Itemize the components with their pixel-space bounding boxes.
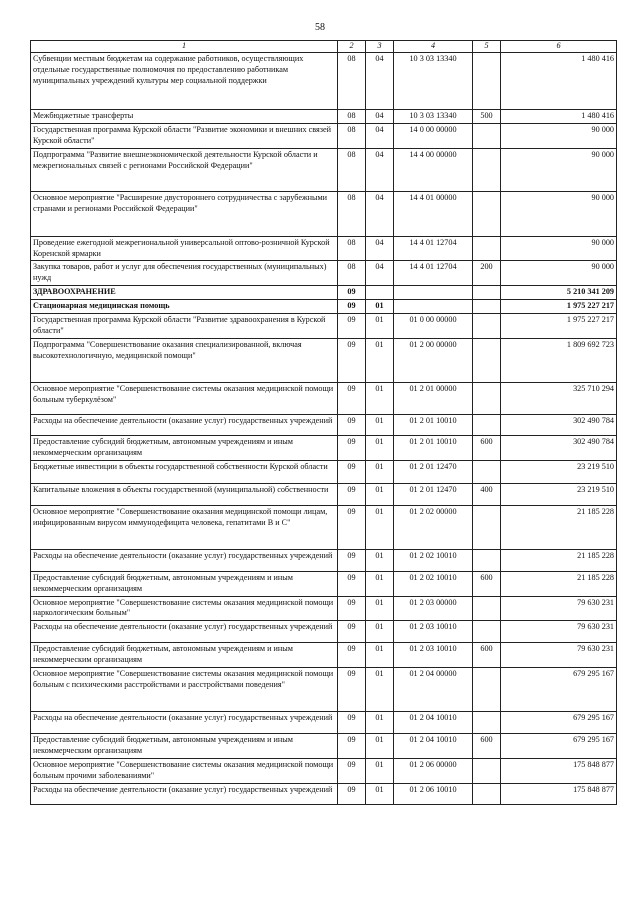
table-row bbox=[31, 505, 617, 549]
cell-subsection: 04 bbox=[366, 191, 394, 236]
cell-subsection: 01 bbox=[366, 414, 394, 435]
cell-expense-type: 600 bbox=[473, 571, 501, 596]
table-row bbox=[31, 261, 617, 286]
cell-section: 09 bbox=[338, 435, 366, 460]
header-cell-name: 1 bbox=[31, 41, 338, 53]
cell-amount: 175 848 877 bbox=[501, 758, 617, 783]
cell-subsection: 04 bbox=[366, 261, 394, 286]
cell-target-article: 01 2 03 10010 bbox=[394, 621, 473, 643]
cell-name: Основное мероприятие "Совершенствование системы оказания медицинской помощи больным прочими заболеваниями" bbox=[31, 758, 338, 783]
cell-section: 09 bbox=[338, 668, 366, 712]
cell-subsection: 04 bbox=[366, 109, 394, 123]
cell-amount: 21 185 228 bbox=[501, 505, 617, 549]
cell-section: 09 bbox=[338, 300, 366, 314]
cell-section: 09 bbox=[338, 596, 366, 621]
cell-amount: 90 000 bbox=[501, 236, 617, 261]
cell-section: 09 bbox=[338, 712, 366, 734]
cell-expense-type bbox=[473, 123, 501, 148]
cell-section: 09 bbox=[338, 460, 366, 483]
cell-expense-type bbox=[473, 549, 501, 571]
cell-target-article bbox=[394, 300, 473, 314]
header-cell-amount: 6 bbox=[501, 41, 617, 53]
cell-expense-type bbox=[473, 414, 501, 435]
cell-subsection: 01 bbox=[366, 338, 394, 382]
cell-target-article: 14 4 01 12704 bbox=[394, 261, 473, 286]
cell-target-article: 01 0 00 00000 bbox=[394, 314, 473, 339]
cell-expense-type bbox=[473, 314, 501, 339]
cell-name: Основное мероприятие "Совершенствование оказания медицинской помощи лицам, инфицированным вирусом иммунодефицита человека, гепатитами В и С" bbox=[31, 505, 338, 549]
cell-expense-type bbox=[473, 236, 501, 261]
cell-section: 09 bbox=[338, 621, 366, 643]
cell-subsection: 01 bbox=[366, 571, 394, 596]
cell-section: 09 bbox=[338, 783, 366, 804]
cell-target-article: 14 0 00 00000 bbox=[394, 123, 473, 148]
cell-target-article: 01 2 04 10010 bbox=[394, 734, 473, 759]
cell-subsection: 01 bbox=[366, 300, 394, 314]
cell-subsection: 04 bbox=[366, 148, 394, 191]
cell-subsection: 01 bbox=[366, 596, 394, 621]
page-number: 58 bbox=[315, 22, 325, 33]
cell-name: Подпрограмма "Совершенствование оказания специализированной, включая высокотехнологичную, медицинской помощи" bbox=[31, 338, 338, 382]
cell-expense-type bbox=[473, 338, 501, 382]
cell-expense-type bbox=[473, 668, 501, 712]
cell-amount: 21 185 228 bbox=[501, 549, 617, 571]
cell-amount: 23 219 510 bbox=[501, 483, 617, 505]
cell-target-article: 10 3 03 13340 bbox=[394, 109, 473, 123]
table-row bbox=[31, 549, 617, 571]
cell-name: Закупка товаров, работ и услуг для обеспечения государственных (муниципальных) нужд bbox=[31, 261, 338, 286]
header-cell-target-article: 4 bbox=[394, 41, 473, 53]
cell-subsection bbox=[366, 286, 394, 300]
cell-amount: 679 295 167 bbox=[501, 734, 617, 759]
cell-target-article: 01 2 02 00000 bbox=[394, 505, 473, 549]
cell-expense-type bbox=[473, 596, 501, 621]
cell-expense-type bbox=[473, 382, 501, 414]
table-row bbox=[31, 734, 617, 759]
cell-target-article: 01 2 01 10010 bbox=[394, 414, 473, 435]
cell-name: Государственная программа Курской области "Развитие экономики и внешних связей Курской области" bbox=[31, 123, 338, 148]
cell-section: 09 bbox=[338, 414, 366, 435]
cell-expense-type bbox=[473, 52, 501, 109]
cell-subsection: 01 bbox=[366, 783, 394, 804]
cell-subsection: 01 bbox=[366, 668, 394, 712]
cell-section: 08 bbox=[338, 148, 366, 191]
cell-amount: 23 219 510 bbox=[501, 460, 617, 483]
cell-section: 09 bbox=[338, 483, 366, 505]
cell-name: Расходы на обеспечение деятельности (оказание услуг) государственных учреждений bbox=[31, 549, 338, 571]
cell-target-article: 01 2 00 00000 bbox=[394, 338, 473, 382]
table-row bbox=[31, 414, 617, 435]
cell-target-article bbox=[394, 286, 473, 300]
cell-expense-type: 400 bbox=[473, 483, 501, 505]
table-row bbox=[31, 712, 617, 734]
cell-target-article: 14 4 01 00000 bbox=[394, 191, 473, 236]
cell-amount: 90 000 bbox=[501, 261, 617, 286]
cell-subsection: 01 bbox=[366, 734, 394, 759]
cell-subsection: 04 bbox=[366, 52, 394, 109]
cell-section: 09 bbox=[338, 382, 366, 414]
table-row bbox=[31, 668, 617, 712]
cell-amount: 1 809 692 723 bbox=[501, 338, 617, 382]
table-row bbox=[31, 483, 617, 505]
cell-amount: 21 185 228 bbox=[501, 571, 617, 596]
table-row bbox=[31, 314, 617, 339]
table-row bbox=[31, 286, 617, 300]
cell-name: Межбюджетные трансферты bbox=[31, 109, 338, 123]
cell-section: 09 bbox=[338, 314, 366, 339]
cell-target-article: 01 2 04 10010 bbox=[394, 712, 473, 734]
cell-name: Стационарная медицинская помощь bbox=[31, 300, 338, 314]
cell-amount: 325 710 294 bbox=[501, 382, 617, 414]
cell-name: Предоставление субсидий бюджетным, автономным учреждениям и иным некоммерческим организациям bbox=[31, 571, 338, 596]
cell-expense-type: 200 bbox=[473, 261, 501, 286]
cell-amount: 1 975 227 217 bbox=[501, 314, 617, 339]
cell-name: Предоставление субсидий бюджетным, автономным учреждениям и иным некоммерческим организациям bbox=[31, 435, 338, 460]
cell-subsection: 01 bbox=[366, 643, 394, 668]
cell-section: 09 bbox=[338, 505, 366, 549]
cell-section: 08 bbox=[338, 236, 366, 261]
table-header-row bbox=[31, 41, 617, 53]
cell-section: 09 bbox=[338, 643, 366, 668]
cell-target-article: 10 3 03 13340 bbox=[394, 52, 473, 109]
cell-amount: 1 480 416 bbox=[501, 52, 617, 109]
cell-subsection: 04 bbox=[366, 123, 394, 148]
cell-subsection: 04 bbox=[366, 236, 394, 261]
table-row bbox=[31, 460, 617, 483]
table-row bbox=[31, 300, 617, 314]
cell-expense-type bbox=[473, 300, 501, 314]
cell-expense-type: 600 bbox=[473, 734, 501, 759]
cell-subsection: 01 bbox=[366, 505, 394, 549]
cell-section: 08 bbox=[338, 191, 366, 236]
cell-target-article: 01 2 02 10010 bbox=[394, 571, 473, 596]
header-cell-subsection: 3 bbox=[366, 41, 394, 53]
cell-subsection: 01 bbox=[366, 621, 394, 643]
cell-expense-type bbox=[473, 621, 501, 643]
cell-section: 08 bbox=[338, 261, 366, 286]
table-row bbox=[31, 191, 617, 236]
cell-amount: 175 848 877 bbox=[501, 783, 617, 804]
cell-target-article: 14 4 00 00000 bbox=[394, 148, 473, 191]
cell-name: Предоставление субсидий бюджетным, автономным учреждениям и иным некоммерческим организациям bbox=[31, 643, 338, 668]
cell-subsection: 01 bbox=[366, 549, 394, 571]
cell-target-article: 14 4 01 12704 bbox=[394, 236, 473, 261]
cell-target-article: 01 2 01 12470 bbox=[394, 483, 473, 505]
cell-section: 09 bbox=[338, 338, 366, 382]
cell-amount: 679 295 167 bbox=[501, 668, 617, 712]
cell-amount: 90 000 bbox=[501, 191, 617, 236]
cell-subsection: 01 bbox=[366, 382, 394, 414]
cell-name: Расходы на обеспечение деятельности (оказание услуг) государственных учреждений bbox=[31, 783, 338, 804]
table-row bbox=[31, 596, 617, 621]
cell-section: 09 bbox=[338, 571, 366, 596]
cell-name: Бюджетные инвестиции в объекты государственной собственности Курской области bbox=[31, 460, 338, 483]
cell-amount: 90 000 bbox=[501, 123, 617, 148]
cell-target-article: 01 2 06 10010 bbox=[394, 783, 473, 804]
cell-name: Основное мероприятие "Расширение двустороннего сотрудничества с зарубежными странами и регионами Российской Федерации" bbox=[31, 191, 338, 236]
header-cell-expense-type: 5 bbox=[473, 41, 501, 53]
table-row bbox=[31, 109, 617, 123]
cell-amount: 302 490 784 bbox=[501, 414, 617, 435]
cell-name: Государственная программа Курской области "Развитие здравоохранения в Курской области" bbox=[31, 314, 338, 339]
cell-name: Основное мероприятие "Совершенствование системы оказания медицинской помощи наркологическим больным" bbox=[31, 596, 338, 621]
budget-table bbox=[30, 40, 617, 805]
cell-amount: 79 630 231 bbox=[501, 643, 617, 668]
cell-target-article: 01 2 03 00000 bbox=[394, 596, 473, 621]
cell-amount: 1 975 227 217 bbox=[501, 300, 617, 314]
header-cell-section: 2 bbox=[338, 41, 366, 53]
cell-name: Основное мероприятие "Совершенствование системы оказания медицинской помощи больным с психическими расстройствами и расстройствами поведения" bbox=[31, 668, 338, 712]
cell-name: Субвенции местным бюджетам на содержание работников, осуществляющих отдельные государственные полномочия по предоставлению работникам муниципальных учреждений культуры мер социальной поддержки bbox=[31, 52, 338, 109]
cell-amount: 79 630 231 bbox=[501, 596, 617, 621]
table-row bbox=[31, 783, 617, 804]
cell-expense-type bbox=[473, 286, 501, 300]
table-row bbox=[31, 338, 617, 382]
table-row bbox=[31, 435, 617, 460]
cell-subsection: 01 bbox=[366, 712, 394, 734]
cell-name: Подпрограмма "Развитие внешнеэкономической деятельности Курской области и межрегиональных связей с регионами Российской Федерации" bbox=[31, 148, 338, 191]
table-row bbox=[31, 643, 617, 668]
cell-expense-type bbox=[473, 783, 501, 804]
cell-target-article: 01 2 03 10010 bbox=[394, 643, 473, 668]
cell-target-article: 01 2 01 00000 bbox=[394, 382, 473, 414]
cell-expense-type bbox=[473, 712, 501, 734]
cell-subsection: 01 bbox=[366, 483, 394, 505]
cell-expense-type bbox=[473, 191, 501, 236]
cell-name: Капитальные вложения в объекты государственной (муниципальной) собственности bbox=[31, 483, 338, 505]
table-row bbox=[31, 758, 617, 783]
table-row bbox=[31, 236, 617, 261]
table-row bbox=[31, 148, 617, 191]
cell-subsection: 01 bbox=[366, 460, 394, 483]
cell-amount: 5 210 341 209 bbox=[501, 286, 617, 300]
table-row bbox=[31, 382, 617, 414]
cell-name: Предоставление субсидий бюджетным, автономным учреждениям и иным некоммерческим организациям bbox=[31, 734, 338, 759]
cell-expense-type bbox=[473, 460, 501, 483]
table-row bbox=[31, 123, 617, 148]
cell-subsection: 01 bbox=[366, 758, 394, 783]
cell-amount: 302 490 784 bbox=[501, 435, 617, 460]
table-row bbox=[31, 52, 617, 109]
cell-expense-type: 600 bbox=[473, 643, 501, 668]
cell-subsection: 01 bbox=[366, 435, 394, 460]
cell-name: Расходы на обеспечение деятельности (оказание услуг) государственных учреждений bbox=[31, 414, 338, 435]
cell-expense-type bbox=[473, 148, 501, 191]
table-row bbox=[31, 621, 617, 643]
cell-expense-type: 600 bbox=[473, 435, 501, 460]
cell-expense-type bbox=[473, 758, 501, 783]
cell-amount: 679 295 167 bbox=[501, 712, 617, 734]
cell-name: Расходы на обеспечение деятельности (оказание услуг) государственных учреждений bbox=[31, 621, 338, 643]
cell-name: Основное мероприятие "Совершенствование системы оказания медицинской помощи больным туберкулёзом" bbox=[31, 382, 338, 414]
cell-target-article: 01 2 04 00000 bbox=[394, 668, 473, 712]
cell-target-article: 01 2 02 10010 bbox=[394, 549, 473, 571]
cell-target-article: 01 2 01 12470 bbox=[394, 460, 473, 483]
cell-amount: 90 000 bbox=[501, 148, 617, 191]
cell-expense-type: 500 bbox=[473, 109, 501, 123]
table-body bbox=[31, 52, 617, 804]
cell-target-article: 01 2 01 10010 bbox=[394, 435, 473, 460]
cell-name: ЗДРАВООХРАНЕНИЕ bbox=[31, 286, 338, 300]
cell-section: 08 bbox=[338, 123, 366, 148]
cell-section: 09 bbox=[338, 286, 366, 300]
cell-section: 08 bbox=[338, 109, 366, 123]
cell-section: 09 bbox=[338, 758, 366, 783]
cell-target-article: 01 2 06 00000 bbox=[394, 758, 473, 783]
cell-amount: 1 480 416 bbox=[501, 109, 617, 123]
cell-amount: 79 630 231 bbox=[501, 621, 617, 643]
cell-name: Расходы на обеспечение деятельности (оказание услуг) государственных учреждений bbox=[31, 712, 338, 734]
cell-section: 09 bbox=[338, 549, 366, 571]
cell-section: 08 bbox=[338, 52, 366, 109]
cell-expense-type bbox=[473, 505, 501, 549]
cell-subsection: 01 bbox=[366, 314, 394, 339]
table-row bbox=[31, 571, 617, 596]
cell-section: 09 bbox=[338, 734, 366, 759]
cell-name: Проведение ежегодной межрегиональной универсальной оптово-розничной Курской Коренской ярмарки bbox=[31, 236, 338, 261]
